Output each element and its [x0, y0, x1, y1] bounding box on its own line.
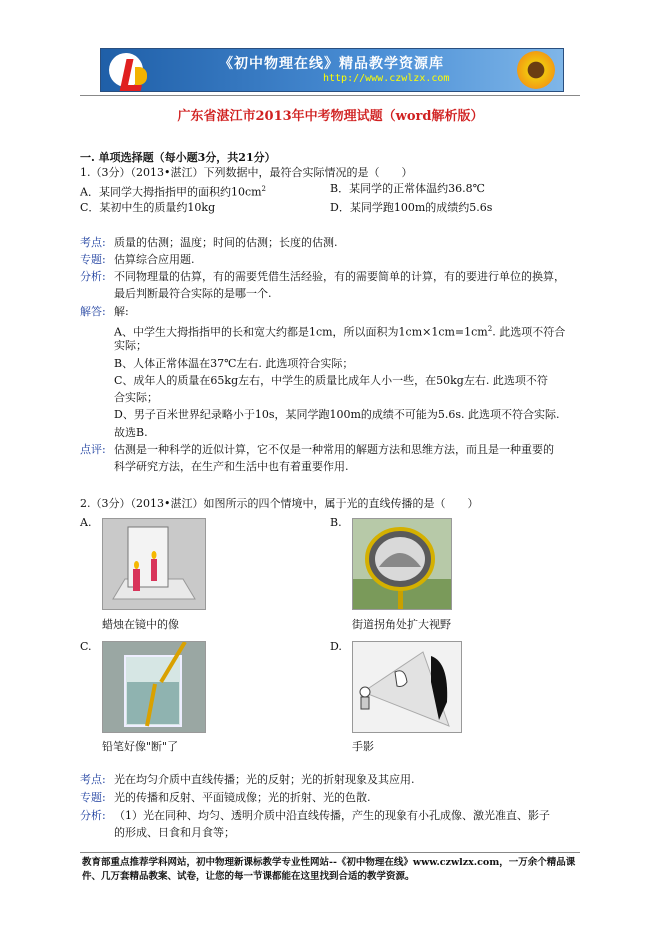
q1-option-b: B．某同学的正常体温约36.8℃	[330, 182, 485, 195]
q1-jieda-intro: 解:	[114, 305, 129, 318]
q2-label-a: A.	[80, 516, 92, 529]
q1-fenxi-line2: 最后判断最符合实际的是哪一个.	[114, 287, 272, 300]
hand-shadow-illustration	[353, 642, 461, 732]
q2-fenxi-line2: 的形成、日食和月食等；	[114, 826, 235, 839]
q1-option-c: C．某初中生的质量约10kg	[80, 201, 216, 214]
q2-zhuanti: 光的传播和反射、平面镜成像；光的折射、光的色散.	[114, 791, 371, 804]
q1-jieda-a2: 实际；	[114, 339, 147, 352]
footer-text: 教育部重点推荐学科网站，初中物理新课标教学专业性网站--《初中物理在线》www.czwlzx.com，一万余个精品课件、几万套精品教案、试卷，让您的每一节课都能在这里找到合适的教学资源。	[82, 857, 576, 882]
site-logo	[109, 53, 143, 87]
q1-kaodian-label: 考点:	[80, 236, 106, 249]
q1-zhuanti: 估算综合应用题.	[114, 253, 195, 266]
pencil-water-image	[102, 641, 206, 733]
q2-zhuanti-label: 专题:	[80, 791, 106, 804]
q1-jieda-c1: C、成年人的质量在65kg左右，中学生的质量比成年人小一些，在50kg左右. 此选项不符	[114, 374, 548, 387]
q1-stem: 1.（3分）（2013•湛江）下列数据中，最符合实际情况的是（ ）	[80, 166, 413, 179]
candle-mirror-illustration	[103, 519, 205, 609]
q1-dianping-label: 点评:	[80, 443, 106, 456]
q1-dianping-line1: 估测是一种科学的近似计算，它不仅是一种常用的解题方法和思维方法，而且是一种重要的	[114, 443, 554, 456]
q2-label-c: C.	[80, 640, 92, 653]
q1-option-d: D．某同学跑100m的成绩约5.6s	[330, 201, 493, 214]
footer-rule	[80, 852, 580, 853]
q1-option-a: A．某同学大拇指指甲的面积约$10cm^2$	[80, 185, 266, 199]
q1-zhuanti-label: 专题:	[80, 253, 106, 266]
banner-url[interactable]: http://www.czwlzx.com	[323, 73, 450, 84]
header-banner	[100, 48, 564, 92]
q2-stem: 2.（3分）（2013•湛江）如图所示的四个情境中，属于光的直线传播的是（ ）	[80, 497, 479, 510]
q2-caption-a: 蜡烛在镜中的像	[102, 618, 179, 631]
q1-kaodian: 质量的估测；温度；时间的估测；长度的估测.	[114, 236, 338, 249]
q1-jieda-a1: A、中学生大拇指指甲的长和宽大约都是1cm，所以面积为$1cm\times 1cm=1cm^2$. 此选项不符合	[114, 325, 566, 339]
sunflower-icon	[517, 51, 555, 89]
q1-fenxi-label: 分析:	[80, 270, 106, 283]
q1-fenxi-line1: 不同物理量的估算，有的需要凭借生活经验，有的需要简单的计算，有的要进行单位的换算，	[114, 270, 565, 283]
page-title: 广东省湛江市2013年中考物理试题（word解析版）	[177, 109, 484, 124]
header-rule	[80, 95, 580, 96]
q2-caption-c: 铅笔好像"断"了	[102, 740, 179, 753]
convex-mirror-illustration	[353, 519, 451, 609]
convex-mirror-image	[352, 518, 452, 610]
pencil-water-illustration	[103, 642, 205, 732]
q2-caption-b: 街道拐角处扩大视野	[352, 618, 451, 631]
q2-kaodian: 光在均匀介质中直线传播；光的反射；光的折射现象及其应用.	[114, 773, 415, 786]
q2-fenxi-label: 分析:	[80, 809, 106, 822]
q1-jieda-d2: 故选B.	[114, 426, 148, 439]
candle-mirror-image	[102, 518, 206, 610]
q2-label-d: D.	[330, 640, 342, 653]
q2-fenxi-line1: （1）光在同种、均匀、透明介质中沿直线传播，产生的现象有小孔成像、激光准直、影子	[114, 809, 550, 822]
banner-title: 《初中物理在线》精品教学资源库	[219, 56, 444, 72]
section-heading: 一. 单项选择题（每小题3分，共21分）	[80, 151, 276, 164]
q2-caption-d: 手影	[352, 740, 374, 753]
q1-dianping-line2: 科学研究方法，在生产和生活中也有着重要作用.	[114, 460, 349, 473]
q1-jieda-b: B、人体正常体温在37℃左右. 此选项符合实际；	[114, 357, 354, 370]
hand-shadow-image	[352, 641, 462, 733]
q1-jieda-d1: D、男子百米世界纪录略小于10s，某同学跑100m的成绩不可能为5.6s. 此选项不符合实际.	[114, 408, 560, 421]
q2-label-b: B.	[330, 516, 342, 529]
q2-kaodian-label: 考点:	[80, 773, 106, 786]
q1-jieda-label: 解答:	[80, 305, 106, 318]
q1-jieda-c2: 合实际；	[114, 391, 158, 404]
